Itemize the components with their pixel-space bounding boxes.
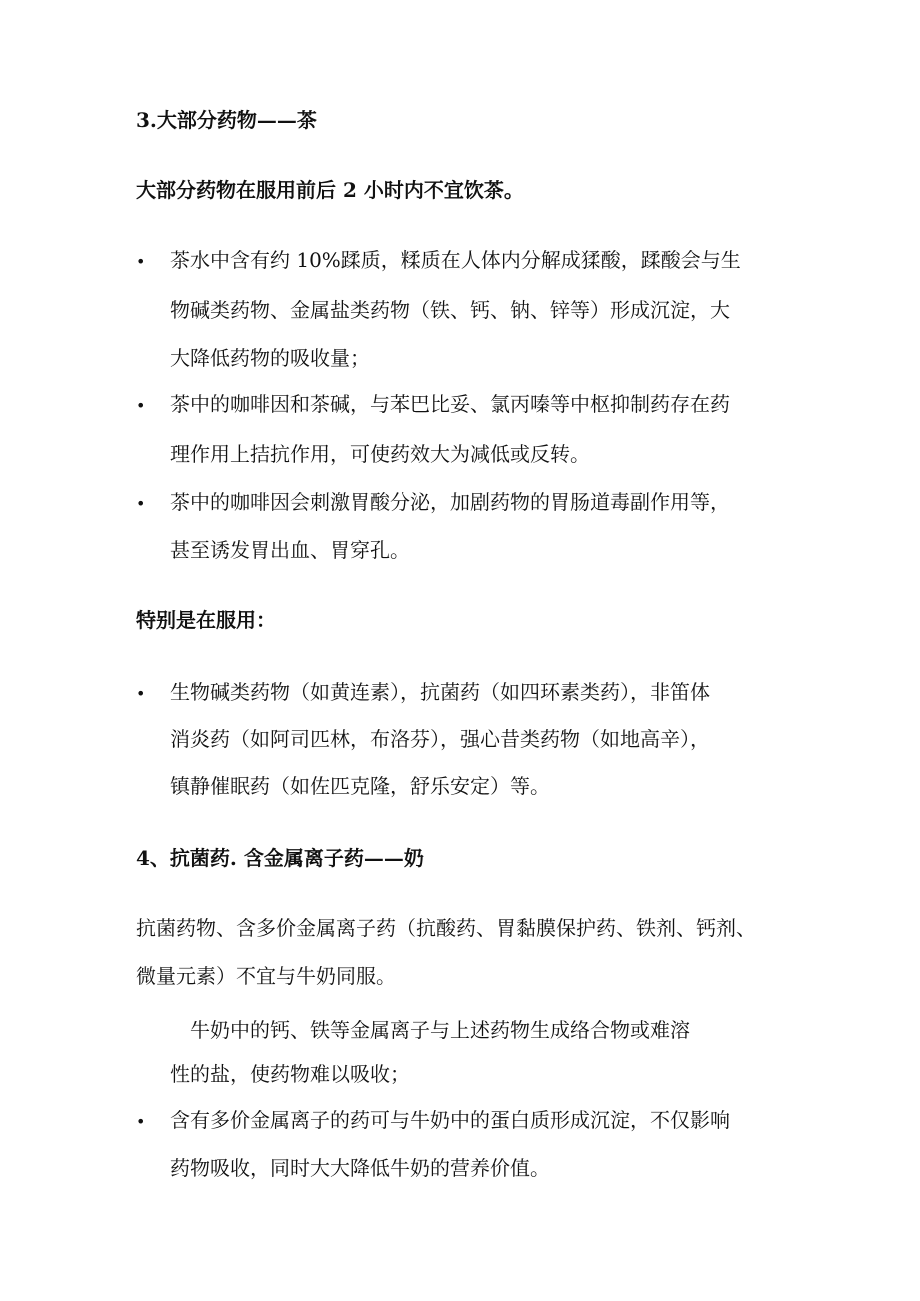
bullet-2-line-1: 茶中的咖啡因和茶碱，与苯巴比妥、氯丙嗪等中枢抑制药存在药 [170,392,730,416]
bullet-2-line-2: 理作用上拮抗作用，可使药效大为减低或反转。 [170,442,590,466]
section-4-indented-line-2: 性的盐，使药物难以吸收； [170,1062,410,1086]
special-bullet-line-2: 消炎药（如阿司匹林，布洛芬），强心昔类药物（如地高辛）， [170,727,710,751]
section-4-intro-line-2: 微量元素）不宜与牛奶同服。 [136,964,396,988]
section-4-intro-line-1: 抗菌药物、含多价金属离子药（抗酸药、胃黏膜保护药、铁剂、钙剂、 [136,916,756,940]
bullet-1-line-2: 物碱类药物、金属盐类药物（铁、钙、钠、锌等）形成沉淀，大 [170,298,730,322]
section-3-subheading: 大部分药物在服用前后 2 小时内不宜饮茶。 [136,178,524,202]
bullet-marker: • [136,1112,146,1131]
bullet-marker: • [136,494,146,513]
section-4-indented-line-1: 牛奶中的钙、铁等金属离子与上述药物生成络合物或难溶 [190,1018,690,1042]
special-bullet-line-1: 生物碱类药物（如黄连素），抗菌药（如四环素类药），非笛体 [170,680,710,704]
special-heading: 特别是在服用： [136,608,276,632]
section-4-bullet-line-2: 药物吸收，同时大大降低牛奶的营养价值。 [170,1156,550,1180]
section-3-heading: 3.大部分药物——茶 [136,108,317,132]
section-4-heading: 4、抗菌药. 含金属离子药——奶 [136,846,424,870]
bullet-marker: • [136,252,146,271]
bullet-1-line-3: 大降低药物的吸收量； [170,346,370,370]
bullet-marker: • [136,684,146,703]
bullet-3-line-2: 甚至诱发胃出血、胃穿孔。 [170,538,410,562]
section-4-bullet-line-1: 含有多价金属离子的药可与牛奶中的蛋白质形成沉淀，不仅影响 [170,1108,730,1132]
special-bullet-line-3: 镇静催眠药（如佐匹克隆，舒乐安定）等。 [170,774,550,798]
bullet-1-line-1: 茶水中含有约 10%蹂质，糅质在人体内分解成猱酸，蹂酸会与生 [170,248,741,272]
bullet-3-line-1: 茶中的咖啡因会刺激胃酸分泌，加剧药物的胃肠道毒副作用等， [170,490,730,514]
bullet-marker: • [136,396,146,415]
